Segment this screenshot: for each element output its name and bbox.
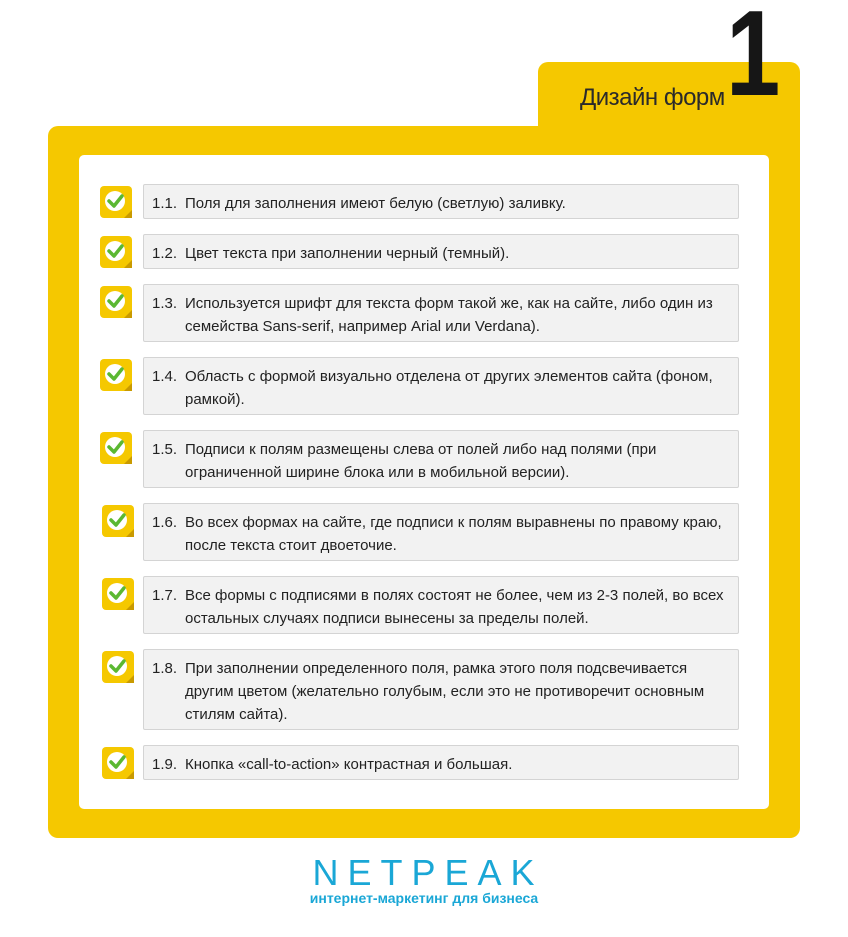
item-text: Область с формой визуально отделена от других элементов сайта (фоном, рамкой).	[185, 368, 713, 408]
item-text: Поля для заполнения имеют белую (светлую) заливку.	[185, 195, 566, 212]
page-title: Дизайн форм	[580, 84, 725, 111]
check-icon	[98, 184, 134, 220]
check-icon	[100, 576, 136, 612]
brand-name: NETPEAK	[312, 852, 544, 893]
brand-tagline: интернет-маркетинг для бизнеса	[309, 890, 539, 906]
item-text: Используется шрифт для текста форм такой же, как на сайте, либо один из семейства Sans-serif, например Arial или Verdana).	[185, 295, 713, 335]
checklist-item	[143, 745, 739, 780]
check-icon	[98, 357, 134, 393]
item-number: 1.8.	[152, 660, 178, 677]
brand-logo	[0, 852, 848, 894]
checklist-item	[143, 357, 739, 415]
item-text: Кнопка «call-to-action» контрастная и большая.	[185, 756, 513, 773]
check-icon	[100, 649, 136, 685]
item-number: 1.1.	[152, 195, 178, 212]
checklist-item	[143, 430, 739, 488]
check-icon	[98, 430, 134, 466]
item-number: 1.2.	[152, 245, 178, 262]
check-icon	[100, 503, 136, 539]
checklist-item	[143, 576, 739, 634]
checklist-item	[143, 284, 739, 342]
item-number: 1.4.	[152, 368, 178, 385]
item-number: 1.5.	[152, 441, 178, 458]
item-text: Все формы с подписями в полях состоят не более, чем из 2-3 полей, во всех остальных случаях подписи вынесены за пределы полей.	[185, 587, 724, 627]
check-icon	[98, 284, 134, 320]
checklist-item	[143, 503, 739, 561]
item-text: При заполнении определенного поля, рамка этого поля подсвечивается другим цветом (желательно голубым, если это не противоречит основным стилям сайта).	[185, 660, 705, 723]
item-text: Цвет текста при заполнении черный (темный).	[185, 245, 510, 262]
check-icon	[100, 745, 136, 781]
item-number: 1.7.	[152, 587, 178, 604]
section-number: 1	[726, 0, 781, 121]
item-text: Во всех формах на сайте, где подписи к полям выравнены по правому краю, после текста стоит двоеточие.	[185, 514, 722, 554]
item-number: 1.3.	[152, 295, 178, 312]
item-text: Подписи к полям размещены слева от полей либо над полями (при ограниченной ширине блока или в мобильной версии).	[185, 441, 657, 481]
checklist-item	[143, 234, 739, 269]
item-number: 1.9.	[152, 756, 178, 773]
checklist-item	[143, 649, 739, 730]
item-number: 1.6.	[152, 514, 178, 531]
check-icon	[98, 234, 134, 270]
checklist-item	[143, 184, 739, 219]
